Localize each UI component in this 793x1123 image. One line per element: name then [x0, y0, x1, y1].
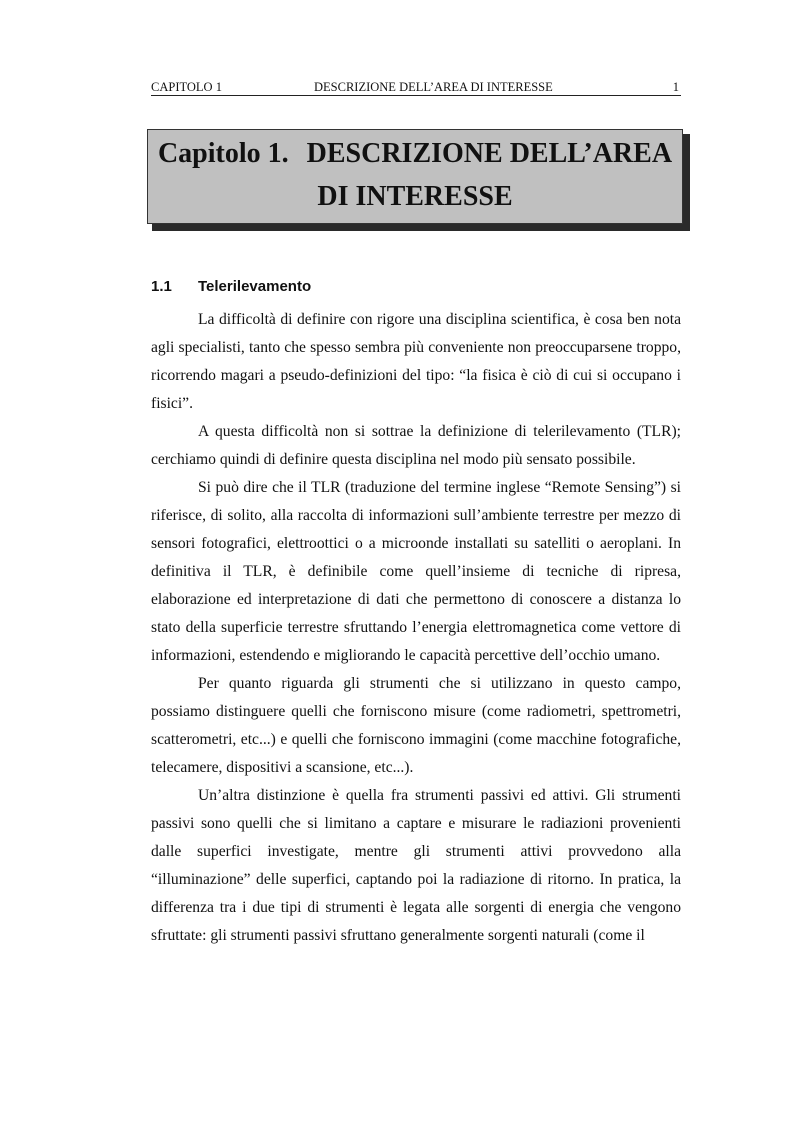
running-header [151, 80, 681, 96]
chapter-title-text-2: DI INTERESSE [317, 181, 513, 212]
header-page-number: 1 [672, 80, 679, 94]
paragraph: Un’altra distinzione è quella fra strumenti passivi ed attivi. Gli strumenti passivi sono quelli che si limitano a captare e misurare le radiazioni provenienti dalle superfici investigate, mentre gli strumenti attivi provvedono alla “illuminazione” delle superfici, captando poi la radiazione di ritorno. In pratica, la differenza tra i due tipi di strumenti è legata alle sorgenti di energia che vengono sfruttate: gli strumenti passivi sfruttano generalmente sorgenti naturali (come il [151, 787, 681, 944]
chapter-number: Capitolo 1. [157, 138, 289, 169]
paragraph: La difficoltà di definire con rigore una disciplina scientifica, è cosa ben nota agli specialisti, tanto che spesso sembra più conveniente non preoccuparsene troppo, ricorrendo magari a pseudo-definizioni del tipo: “la fisica è ciò di cui si occupano i fisici”. [151, 311, 681, 412]
header-title: DESCRIZIONE DELL’AREA DI INTERESSE [314, 80, 553, 94]
chapter-title-text-1: DESCRIZIONE DELL’AREA [306, 138, 673, 169]
paragraph: Per quanto riguarda gli strumenti che si utilizzano in questo campo, possiamo distinguere quelli che forniscono misure (come radiometri, spettrometri, scatterometri, etc...) e quelli che forniscono immagini (come macchine fotografiche, telecamere, dispositivi a scansione, etc...). [151, 675, 681, 776]
section-heading [151, 277, 311, 297]
chapter-title-line1 [148, 132, 682, 175]
section-number: 1.1 [151, 278, 172, 295]
paragraph: Si può dire che il TLR (traduzione del termine inglese “Remote Sensing”) si riferisce, di solito, alla raccolta di informazioni sull’ambiente terrestre per mezzo di sensori fotografici, elettroottici o a microonde installati su satelliti o aeroplani. In definitiva il TLR, è definibile come quell’insieme di tecniche di ripresa, elaborazione ed interpretazione di dati che permettono di conoscere a distanza lo stato della superficie terrestre sfruttando l’energia elettromagnetica come vettore di informazioni, estendendo e migliorando le capacità percettive dell’occhio umano. [151, 479, 681, 664]
paragraph: A questa difficoltà non si sottrae la definizione di telerilevamento (TLR); cerchiamo quindi di definire questa disciplina nel modo più sensato possibile. [151, 423, 681, 468]
body-text [151, 306, 681, 950]
section-title: Telerilevamento [198, 278, 312, 295]
chapter-title-box [147, 129, 683, 224]
header-chapter: CAPITOLO 1 [151, 80, 222, 94]
